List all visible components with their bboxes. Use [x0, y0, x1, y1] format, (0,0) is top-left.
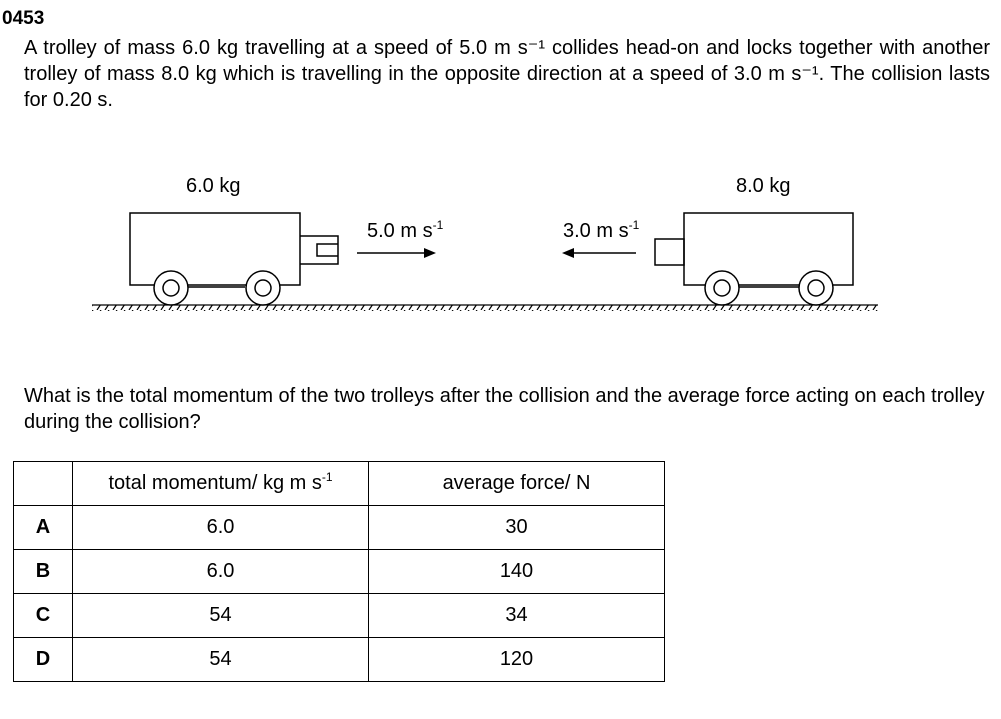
- momentum-value: 54: [73, 638, 369, 682]
- header-row: [14, 462, 665, 506]
- momentum-value: 6.0: [73, 506, 369, 550]
- wheel-icon: [705, 271, 739, 305]
- collision-diagram: [0, 160, 1001, 330]
- left-speed-label: 5.0 m $s^{-1}$: [367, 218, 444, 242]
- option-letter: C: [14, 594, 73, 638]
- momentum-value: 6.0: [73, 550, 369, 594]
- momentum-value: 54: [73, 594, 369, 638]
- right-trolley: [655, 213, 853, 305]
- question-prompt: What is the total momentum of the two trolleys after the collision and the average force acting on each trolley during the collision?: [24, 385, 985, 433]
- option-letter: B: [14, 550, 73, 594]
- force-value: 140: [369, 550, 665, 594]
- right-speed-label: 3.0 m $s^{-1}$: [563, 218, 640, 242]
- diagram-drawing: [0, 160, 1001, 330]
- option-row-a[interactable]: [14, 506, 665, 550]
- wheel-icon: [246, 271, 280, 305]
- question-stem: A trolley of mass 6.0 kg travelling at a speed of 5.0 m s⁻¹ collides head-on and locks together with another trolley of mass 8.0 kg which is travelling in the opposite direction at a speed of 3.0 m s⁻¹. The collision lasts for 0.20 s.: [24, 37, 990, 111]
- answer-table: [13, 461, 665, 682]
- wheel-icon: [799, 271, 833, 305]
- option-row-d[interactable]: [14, 638, 665, 682]
- option-row-c[interactable]: [14, 594, 665, 638]
- option-letter: A: [14, 506, 73, 550]
- left-trolley: [130, 213, 338, 305]
- force-value: 34: [369, 594, 665, 638]
- left-arrow-icon: [562, 248, 636, 258]
- option-letter: D: [14, 638, 73, 682]
- option-row-b[interactable]: [14, 550, 665, 594]
- right-mass-label: 8.0 kg: [736, 175, 791, 197]
- left-mass-label: 6.0 kg: [186, 175, 241, 197]
- force-header: average force/ N: [369, 462, 665, 506]
- momentum-header: total momentum/ kg m $s^{-1}$: [73, 462, 369, 506]
- wheel-icon: [154, 271, 188, 305]
- question-number: 0453: [2, 8, 45, 29]
- ground: [92, 305, 878, 311]
- force-value: 120: [369, 638, 665, 682]
- force-value: 30: [369, 506, 665, 550]
- right-arrow-icon: [357, 248, 436, 258]
